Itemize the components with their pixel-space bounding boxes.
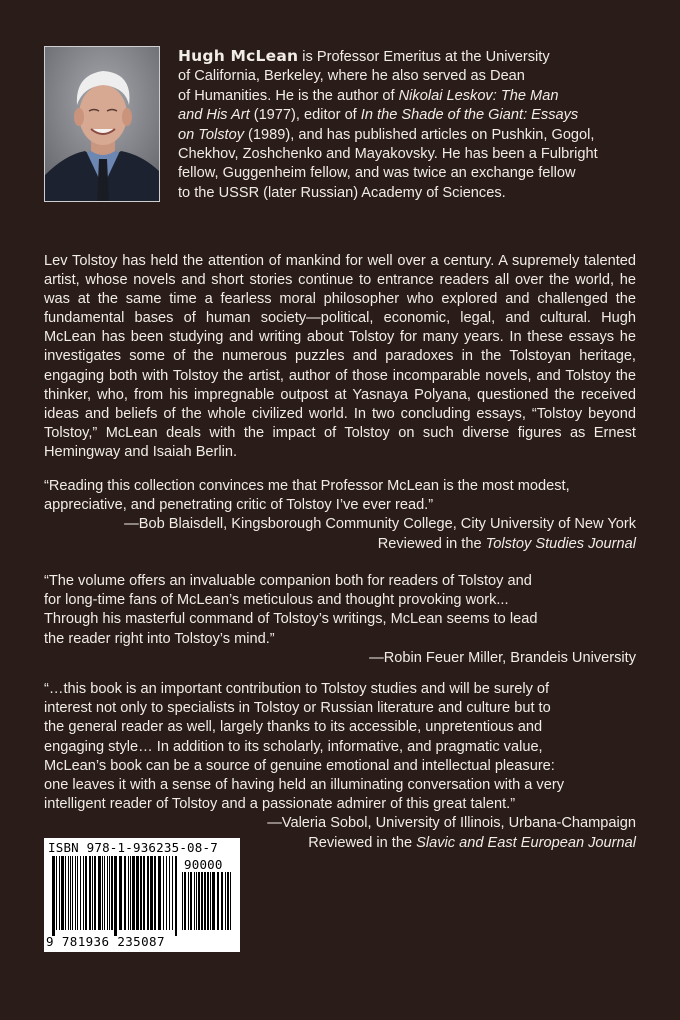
quote-line: “The volume offers an invaluable companion both for readers of Tolstoy and [44, 573, 532, 589]
barcode-bar [163, 856, 164, 930]
barcode-bar [212, 872, 215, 930]
barcode-bar [204, 872, 206, 930]
barcode-bar [124, 856, 126, 930]
barcode-digits: 9 781936 235087 [46, 934, 165, 949]
quote-line: interest not only to specialists in Tolstoy or Russian literature and culture but to [44, 700, 551, 717]
barcode-bar [75, 856, 76, 930]
barcode-bar [172, 856, 173, 930]
barcode-bar [111, 856, 113, 930]
barcode-bar [143, 856, 145, 930]
barcode-bar [154, 856, 156, 930]
bio-text: (1977), editor of [249, 107, 361, 124]
barcode-bar [150, 856, 153, 930]
barcode-bar [140, 856, 142, 930]
review-source [44, 535, 636, 554]
journal-title: Tolstoy Studies Journal [485, 535, 636, 552]
quote-attribution: —Valeria Sobol, University of Illinois, Urbana-Champaign [267, 815, 636, 832]
barcode-bar [130, 856, 131, 930]
isbn-barcode [44, 838, 240, 952]
barcode-bar [107, 856, 108, 930]
author-photo [44, 46, 160, 202]
barcode-bar [56, 856, 57, 930]
barcode-bar [85, 856, 87, 930]
book-title: Nikolai Leskov: The Man [398, 87, 559, 104]
author-name: Hugh McLean [178, 47, 299, 65]
quote-line: Through his masterful command of Tolstoy’s writings, McLean seems to lead [44, 611, 538, 628]
barcode-bar [104, 856, 105, 930]
barcode-bar [169, 856, 170, 930]
barcode-bar [114, 856, 117, 936]
barcode-bar [182, 872, 183, 930]
barcode-bar [61, 856, 64, 930]
barcode-bar [128, 856, 129, 930]
review-source-prefix: Reviewed in the [308, 834, 417, 851]
barcode-bar [77, 856, 78, 930]
barcode-bar [221, 872, 223, 930]
barcode-bar [119, 856, 122, 930]
review-quote [44, 477, 636, 554]
barcode-bar [210, 872, 211, 930]
review-source-prefix: Reviewed in the [377, 535, 486, 552]
barcode-bar [194, 872, 195, 930]
journal-title: Slavic and East European Journal [416, 834, 636, 851]
barcode-bar [158, 856, 161, 930]
bio-line: to the USSR (later Russian) Academy of Sciences. [178, 184, 506, 201]
barcode-bar [52, 856, 55, 936]
barcode-bar [188, 872, 189, 930]
barcode-bar [190, 872, 192, 930]
barcode-bar [102, 856, 103, 930]
quote-line: engaging style… In addition to its scholarly, informative, and pragmatic value, [44, 738, 543, 755]
author-portrait-image [45, 47, 160, 202]
barcode-bar [80, 856, 81, 930]
barcode-bar [83, 856, 84, 930]
bio-line: Chekhov, Zoshchenko and Mayakovsky. He has been a Fulbright [178, 146, 598, 163]
quote-attribution: —Bob Blaisdell, Kingsborough Community College, City University of New York [124, 516, 636, 533]
barcode-bar [94, 856, 96, 930]
barcode-bar [68, 856, 69, 930]
barcode-bar [198, 872, 200, 930]
author-bio [178, 47, 638, 203]
barcode-bar [217, 872, 219, 930]
price-code: 90000 [184, 857, 223, 872]
review-quote [44, 572, 636, 668]
barcode-bar [136, 856, 139, 930]
barcode-bar [175, 856, 177, 936]
barcode-bar [225, 872, 226, 930]
book-description: Lev Tolstoy has held the attention of mankind for well over a century. A supremely talented artist, whose novels and short stories continue to entrance readers all over the world, he was at the same time a fearless moral philosopher who explored and challenged the fundamental bases of human society—political, economic, legal, and cultural. Hugh McLean has been studying and writing about Tolstoy for many years. In these essays he investigates some of the numerous puzzles and paradoxes in the Tolstoyan heritage, engaging both with Tolstoy the artist, author of those incomparable novels, and Tolstoy the thinker, who, from his impregnable outpost at Yasnaya Polyana, questioned the received ideas and beliefs of the whole civilized world. In two concluding essays, “Tolstoy beyond Tolstoy,” McLean deals with the impact of Tolstoy on such diverse figures as Ernest Hemingway and Isaiah Berlin. [44, 253, 636, 460]
barcode-bar [230, 872, 231, 930]
barcode-bar [70, 856, 71, 930]
barcode-bar [72, 856, 73, 930]
isbn-label: ISBN 978-1-936235-08-7 [48, 840, 218, 855]
barcode-bar [184, 872, 186, 930]
quote-line: “…this book is an important contribution to Tolstoy studies and will be surely of [44, 681, 550, 697]
barcode-bar [59, 856, 60, 930]
barcode-bar [92, 856, 93, 930]
barcode-bar [227, 872, 229, 930]
barcode-bar [201, 872, 203, 930]
quote-line: “Reading this collection convinces me that Professor McLean is the most modest, [44, 478, 570, 494]
barcode-bar [132, 856, 135, 930]
quote-line: appreciative, and penetrating critic of Tolstoy I’ve ever read.” [44, 497, 434, 514]
barcode-bar [147, 856, 149, 930]
barcode-bar [109, 856, 110, 930]
quote-line: the general reader as well, largely thanks to its accessible, unpretentious and [44, 719, 543, 736]
book-title: and His Art [178, 107, 250, 124]
addon-barcode-bars [182, 872, 234, 936]
quote-line: one leaves it with a sense of having held an illuminating conversation with a very [44, 777, 564, 794]
barcode-bar [207, 872, 209, 930]
barcode-bar [98, 856, 101, 930]
barcode-bar [196, 872, 197, 930]
barcode-bar [65, 856, 66, 930]
barcode-bar [89, 856, 91, 930]
bio-text: (1989), and has published articles on Pushkin, Gogol, [244, 126, 595, 143]
bio-line: of California, Berkeley, where he also served as Dean [178, 68, 525, 85]
quote-attribution: —Robin Feuer Miller, Brandeis University [369, 649, 636, 666]
quote-line: intelligent reader of Tolstoy and a passionate admirer of this great talent.” [44, 796, 516, 813]
bio-line: fellow, Guggenheim fellow, and was twice an exchange fellow [178, 165, 576, 182]
barcode-bars [52, 856, 178, 936]
quote-line: the reader right into Tolstoy’s mind.” [44, 630, 275, 647]
review-quote [44, 680, 636, 853]
bio-line: is Professor Emeritus at the University [298, 49, 550, 65]
book-title: In the Shade of the Giant: Essays [360, 107, 579, 124]
quote-line: McLean’s book can be a source of genuine emotional and intellectual pleasure: [44, 757, 555, 774]
bio-line: of Humanities. He is the author of [178, 87, 399, 104]
quote-line: for long-time fans of McLean’s meticulous and thought provoking work... [44, 592, 509, 609]
book-title: on Tolstoy [178, 126, 244, 143]
barcode-bar [166, 856, 167, 930]
